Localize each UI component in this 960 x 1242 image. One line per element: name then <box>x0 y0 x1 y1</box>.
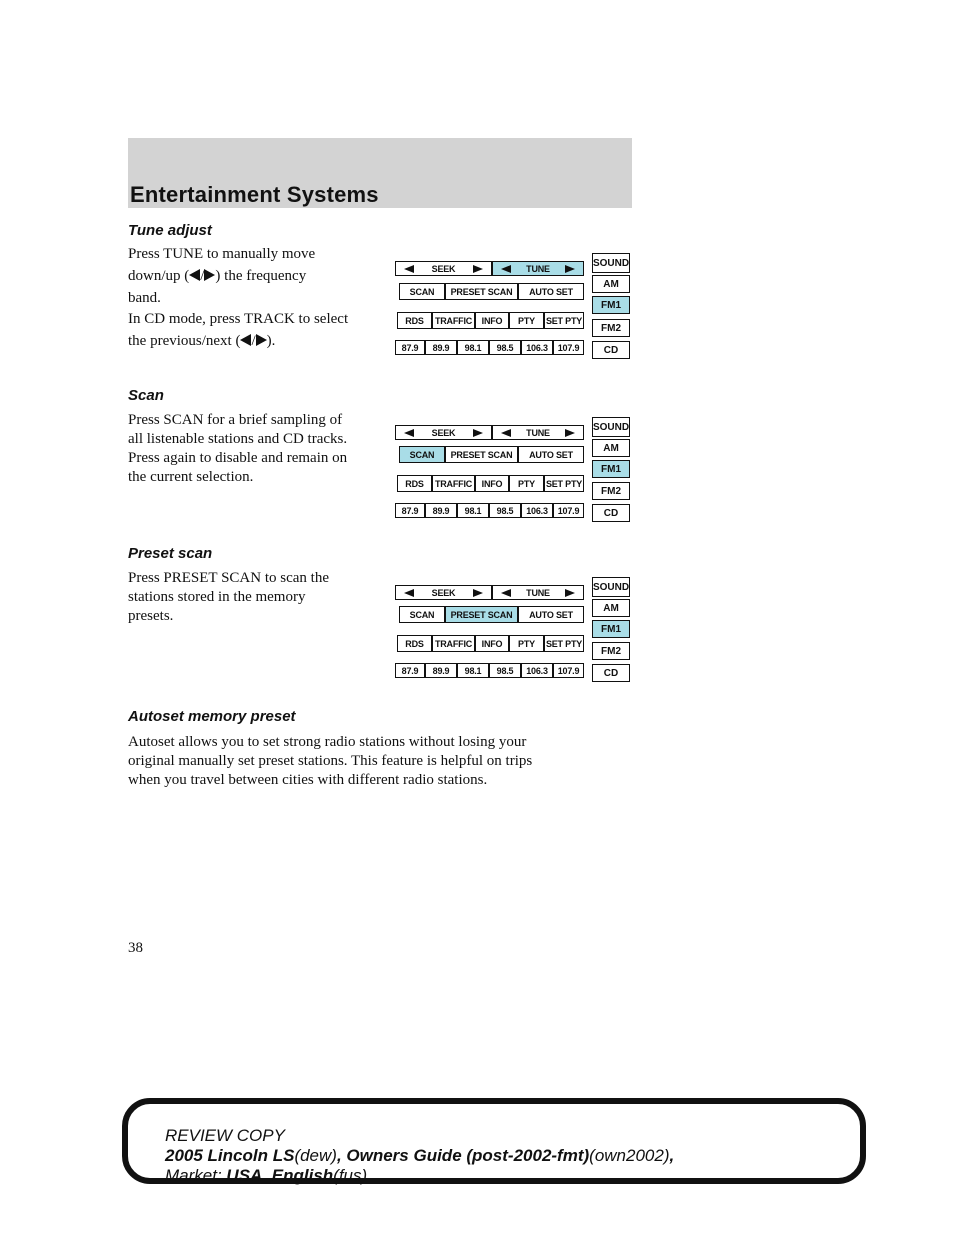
preset-paragraph <box>128 569 388 626</box>
tune-p2-line2 <box>128 332 388 351</box>
footer-dew: (dew) <box>294 1146 337 1165</box>
auto-set-button[interactable]: AUTO SET <box>518 606 584 623</box>
traffic-button[interactable]: TRAFFIC <box>432 475 475 492</box>
fm1-button[interactable]: FM1 <box>592 460 630 478</box>
tune-p1-line2-text: down/up ( <box>128 268 190 284</box>
tune-p1-line1: Press TUNE to manually move <box>128 246 316 262</box>
traffic-button[interactable]: TRAFFIC <box>432 312 475 329</box>
seek-right-arrow-icon <box>473 589 483 597</box>
preset-button[interactable]: 98.1 <box>457 503 489 518</box>
auto-set-button[interactable]: AUTO SET <box>518 283 584 300</box>
pty-button[interactable]: PTY <box>509 635 544 652</box>
fm2-button[interactable]: FM2 <box>592 482 630 500</box>
preset-button[interactable]: 98.5 <box>489 340 521 355</box>
seek-left-arrow-icon <box>404 589 414 597</box>
sound-button[interactable]: SOUND <box>592 577 630 597</box>
heading-scan: Scan <box>128 387 164 404</box>
rds-button[interactable]: RDS <box>397 475 432 492</box>
right-triangle-icon <box>204 269 215 281</box>
fm1-button[interactable]: FM1 <box>592 620 630 638</box>
preset-line: stations stored in the memory <box>128 589 306 605</box>
preset-button[interactable]: 87.9 <box>395 340 425 355</box>
footer-fus: (fus) <box>333 1166 368 1185</box>
scan-button[interactable]: SCAN <box>399 446 445 463</box>
heading-preset-scan: Preset scan <box>128 545 213 562</box>
tune-right-arrow-icon <box>565 589 575 597</box>
scan-button[interactable]: SCAN <box>399 606 445 623</box>
tune-p2-line2-text: the previous/next ( <box>128 333 241 349</box>
preset-line: presets. <box>128 608 174 624</box>
footer-model: 2005 Lincoln LS <box>165 1146 295 1165</box>
seek-button[interactable] <box>395 261 492 276</box>
seek-button[interactable] <box>395 585 492 600</box>
info-button[interactable]: INFO <box>475 635 509 652</box>
tune-right-arrow-icon <box>565 265 575 273</box>
traffic-button[interactable]: TRAFFIC <box>432 635 475 652</box>
preset-button[interactable]: 98.5 <box>489 663 521 678</box>
footer-review-copy: REVIEW COPY <box>165 1126 285 1145</box>
left-triangle-icon <box>240 334 251 346</box>
preset-scan-button[interactable]: PRESET SCAN <box>445 446 518 463</box>
preset-button[interactable]: 98.5 <box>489 503 521 518</box>
scan-line: all listenable stations and CD tracks. <box>128 431 348 447</box>
info-button[interactable]: INFO <box>475 475 509 492</box>
set-pty-button[interactable]: SET PTY <box>544 475 584 492</box>
am-button[interactable]: AM <box>592 275 630 293</box>
seek-label: SEEK <box>431 587 456 598</box>
scan-line: the current selection. <box>128 469 254 485</box>
heading-tune-adjust: Tune adjust <box>128 222 212 239</box>
preset-button[interactable]: 106.3 <box>521 663 553 678</box>
set-pty-button[interactable]: SET PTY <box>544 635 584 652</box>
autoset-line: when you travel between cities with different radio stations. <box>128 772 488 788</box>
preset-button[interactable]: 107.9 <box>553 663 584 678</box>
tune-p2-slash: / <box>251 333 256 349</box>
info-button[interactable]: INFO <box>475 312 509 329</box>
scan-paragraph <box>128 411 388 487</box>
scan-line: Press SCAN for a brief sampling of <box>128 412 343 428</box>
tune-p1-line3: band. <box>128 290 161 306</box>
tune-label: TUNE <box>526 263 550 274</box>
footer-line-2 <box>165 1146 674 1166</box>
preset-button[interactable]: 89.9 <box>425 340 457 355</box>
section-title: Entertainment Systems <box>130 182 379 207</box>
preset-button[interactable]: 89.9 <box>425 503 457 518</box>
section-header <box>128 138 632 208</box>
tune-p1-line2 <box>128 267 388 286</box>
page-number: 38 <box>128 940 143 956</box>
sound-button[interactable]: SOUND <box>592 253 630 273</box>
fm2-button[interactable]: FM2 <box>592 319 630 337</box>
tune-label: TUNE <box>526 587 550 598</box>
rds-button[interactable]: RDS <box>397 312 432 329</box>
autoset-line: original manually set preset stations. This feature is helpful on trips <box>128 753 533 769</box>
radio-panel-scan <box>395 417 632 525</box>
tune-right-arrow-icon <box>565 429 575 437</box>
footer-guide: , Owners Guide (post-2002-fmt) <box>336 1146 590 1165</box>
seek-left-arrow-icon <box>404 429 414 437</box>
seek-left-arrow-icon <box>404 265 414 273</box>
preset-line: Press PRESET SCAN to scan the <box>128 570 329 586</box>
footer-comma: , <box>669 1146 675 1165</box>
preset-button[interactable]: 107.9 <box>553 340 584 355</box>
preset-button[interactable]: 106.3 <box>521 340 553 355</box>
seek-right-arrow-icon <box>473 429 483 437</box>
footer-lang: USA_English <box>226 1166 334 1185</box>
seek-button[interactable] <box>395 425 492 440</box>
preset-button[interactable]: 98.1 <box>457 340 489 355</box>
right-triangle-icon <box>256 334 267 346</box>
scan-button[interactable]: SCAN <box>399 283 445 300</box>
preset-button[interactable]: 87.9 <box>395 503 425 518</box>
heading-autoset: Autoset memory preset <box>128 708 296 725</box>
scan-line: Press again to disable and remain on <box>128 450 348 466</box>
preset-button[interactable]: 106.3 <box>521 503 553 518</box>
tune-label: TUNE <box>526 427 550 438</box>
sound-button[interactable]: SOUND <box>592 417 630 437</box>
am-button[interactable]: AM <box>592 599 630 617</box>
preset-button[interactable]: 87.9 <box>395 663 425 678</box>
am-button[interactable]: AM <box>592 439 630 457</box>
seek-label: SEEK <box>431 263 456 274</box>
footer-market: Market: <box>165 1166 222 1185</box>
tune-left-arrow-icon <box>501 265 511 273</box>
preset-button[interactable]: 98.1 <box>457 663 489 678</box>
tune-p2-line1: In CD mode, press TRACK to select <box>128 311 349 327</box>
footer-own: (own2002) <box>589 1146 670 1165</box>
fm2-button[interactable]: FM2 <box>592 642 630 660</box>
tune-button[interactable] <box>492 585 584 600</box>
tune-p2-line2-end: ). <box>266 333 276 349</box>
preset-scan-button[interactable]: PRESET SCAN <box>445 606 518 623</box>
tune-p1-slash: / <box>200 268 205 284</box>
tune-left-arrow-icon <box>501 589 511 597</box>
left-triangle-icon <box>189 269 200 281</box>
cd-button[interactable]: CD <box>592 504 630 522</box>
radio-panel-preset-scan <box>395 577 632 685</box>
tune-p1-line2-end: ) the frequency <box>215 268 307 284</box>
rds-button[interactable]: RDS <box>397 635 432 652</box>
autoset-paragraph <box>128 733 648 790</box>
preset-button[interactable]: 89.9 <box>425 663 457 678</box>
preset-button[interactable]: 107.9 <box>553 503 584 518</box>
seek-label: SEEK <box>431 427 456 438</box>
autoset-line: Autoset allows you to set strong radio stations without losing your <box>128 734 527 750</box>
tune-button[interactable] <box>492 261 584 276</box>
pty-button[interactable]: PTY <box>509 312 544 329</box>
fm1-button[interactable]: FM1 <box>592 296 630 314</box>
cd-button[interactable]: CD <box>592 664 630 682</box>
set-pty-button[interactable]: SET PTY <box>544 312 584 329</box>
seek-right-arrow-icon <box>473 265 483 273</box>
tune-left-arrow-icon <box>501 429 511 437</box>
auto-set-button[interactable]: AUTO SET <box>518 446 584 463</box>
tune-paragraph-2 <box>128 310 388 351</box>
tune-button[interactable] <box>492 425 584 440</box>
pty-button[interactable]: PTY <box>509 475 544 492</box>
footer-line-3 <box>165 1166 367 1186</box>
cd-button[interactable]: CD <box>592 341 630 359</box>
preset-scan-button[interactable]: PRESET SCAN <box>445 283 518 300</box>
radio-panel-tune <box>395 253 632 361</box>
tune-paragraph-1 <box>128 245 388 308</box>
